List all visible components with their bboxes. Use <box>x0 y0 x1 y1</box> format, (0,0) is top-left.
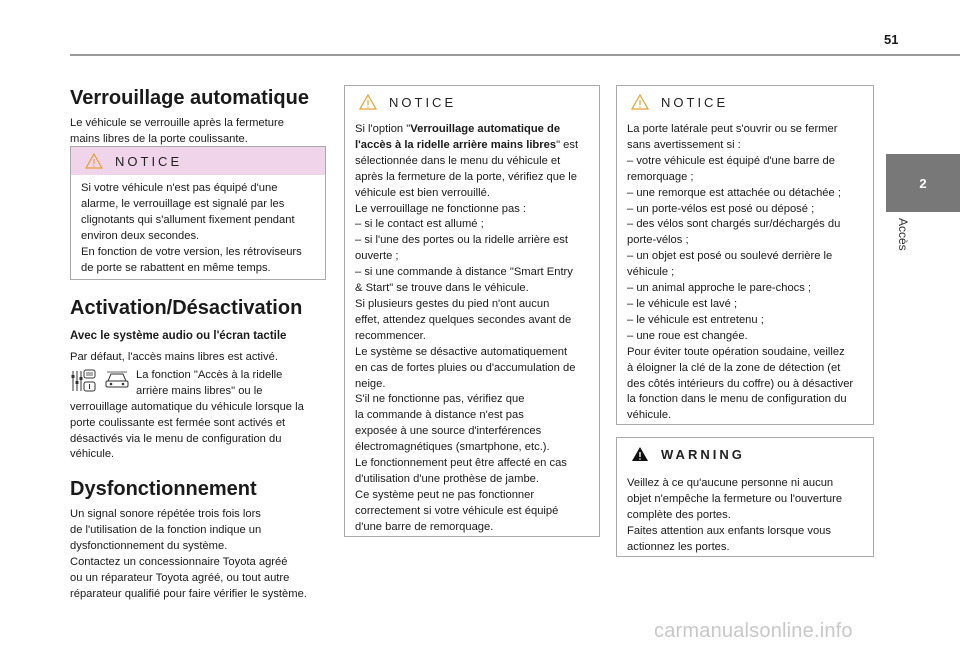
activation-section <box>70 296 332 603</box>
section-title-activation: Activation/Désactivation <box>70 297 303 319</box>
warning-body: Veillez à ce qu'aucune personne ni aucun objet n'empêche la fermeture ou l'ouverture complète des portes. Faites attention aux enfants lorsque vous actionnez les portes. <box>627 477 843 553</box>
function-paragraph-rest: verrouillage automatique du véhicule lorsque la porte coulissante est fermée sont activés et désactivés via le menu de configuration du véhicule. <box>70 400 304 461</box>
warning-triangle-icon <box>359 94 377 110</box>
warning-title: WARNING <box>661 446 745 462</box>
dysfonctionnement-paragraph: Un signal sonore répétée trois fois lors de l'utilisation de la fonction indique un dysfonctionnement du système. Contactez un concessionnaire Toyota agréé ou un réparateur Toyota agréé, ou tout autre réparateur qualifié pour faire vérifier le système. <box>70 508 307 600</box>
chapter-number: 2 <box>919 175 927 191</box>
notice-body: Si l'option "Verrouillage automatique de l'accès à la ridelle arrière mains libres" est sélectionnée dans le menu du véhicule et après la fermeture de la porte, vérifiez que le véhicule est bien verrouillé. Le verrouillage ne fonctionne pas : – si le contact est allumé ; – si l'une des portes ou la ridelle arrière est ouverte ; – si une commande à distance "Smart Entry & Start" se trouve dans le véhicule. Si plusieurs gestes du pied n'ont aucun effet, attendez quelques secondes avant de recommencer. Le système se désactive automatiquement en cas de fortes pluies ou d'accumulation de neige. S'il ne fonctionne pas, vérifiez que la commande à distance n'est pas exposée à une source d'interférences électromagnétiques (smartphone, etc.). Le fonctionnement peut être affecté en cas d'utilisation d'une prothèse de jambe. Ce système peut ne pas fonctionner correctement si votre véhicule est équipé d'une barre de remorquage. <box>355 123 579 533</box>
function-paragraph: La fonction "Accès à la ridelle arrière mains libres" ou le <box>70 368 332 400</box>
chapter-tab[interactable] <box>886 154 960 212</box>
notice-body: Si votre véhicule n'est pas équipé d'une alarme, le verrouillage est signalé par les clignotants qui s'allument fixement pendant environ deux secondes. En fonction de votre version, les rétroviseurs de porte se rabattent en même temps. <box>81 182 302 274</box>
notice-header <box>345 86 599 118</box>
subtitle-audio: Avec le système audio ou l'écran tactile <box>70 330 287 342</box>
notice-title: NOTICE <box>389 94 457 110</box>
paragraph-default: Par défaut, l'accès mains libres est activé. <box>70 351 278 363</box>
notice-title: NOTICE <box>115 153 183 169</box>
warning-triangle-icon <box>631 446 649 462</box>
warning-triangle-icon <box>631 94 649 110</box>
column-1 <box>70 82 332 148</box>
notice-box-2 <box>344 85 600 537</box>
chapter-label: Accès <box>896 218 910 251</box>
warning-box <box>616 437 874 557</box>
page-number: 51 <box>884 32 899 47</box>
notice-header <box>617 86 873 118</box>
section-title-dysfonctionnement: Dysfonctionnement <box>70 478 257 501</box>
header-rule <box>70 54 960 56</box>
config-icons <box>70 369 130 393</box>
notice-box-1 <box>70 146 326 280</box>
settings-menu-icon <box>70 369 98 393</box>
warning-triangle-icon <box>85 153 103 169</box>
vehicle-icon <box>104 369 130 391</box>
notice-body: La porte latérale peut s'ouvrir ou se fermer sans avertissement si : – votre véhicule est équipé d'une barre de remorquage ; – une remorque est attachée ou détachée ; – un porte-vélos est posé ou déposé ; – des vélos sont chargés sur/déchargés du porte-vélos ; – un objet est posé ou soulevé derrière le véhicule ; – un animal approche le pare-chocs ; – le véhicule est lavé ; – le véhicule est entretenu ; – une roue est changée. Pour éviter toute opération soudaine, veillez à éloigner la clé de la zone de détection (et des côtés intérieurs du coffre) ou à désactiver la fonction dans le menu de configuration du véhicule. <box>627 123 854 422</box>
warning-header <box>617 438 873 470</box>
section-title-verrouillage: Verrouillage automatique <box>70 87 309 109</box>
notice-box-3 <box>616 85 874 425</box>
intro-paragraph: Le véhicule se verrouille après la fermeture mains libres de la porte coulissante. <box>70 117 284 145</box>
notice-header <box>71 147 325 175</box>
watermark: carmanualsonline.info <box>654 620 853 642</box>
notice-title: NOTICE <box>661 94 729 110</box>
